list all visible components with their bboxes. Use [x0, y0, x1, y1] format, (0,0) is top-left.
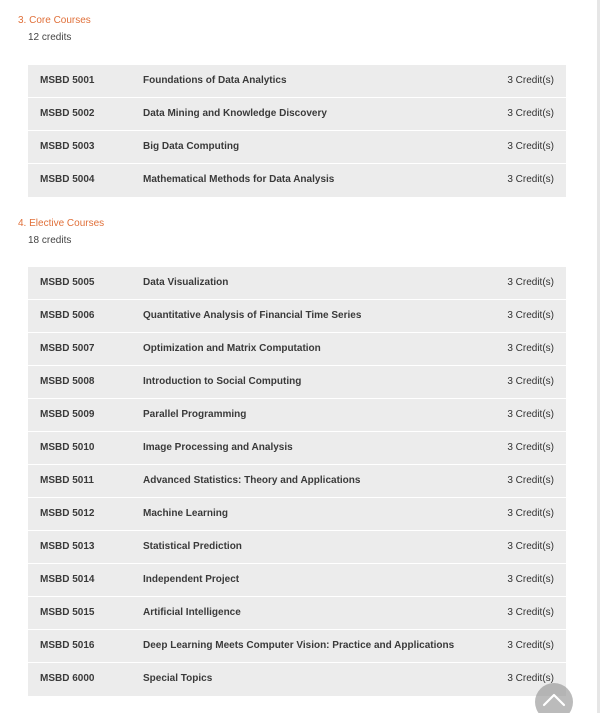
table-row — [28, 498, 566, 531]
table-row — [28, 300, 566, 333]
course-title: Machine Learning — [143, 508, 229, 519]
course-credits: 3 Credit(s) — [507, 508, 554, 519]
chevron-up-icon — [542, 691, 566, 707]
core-courses-title: 3. Core Courses — [18, 15, 91, 26]
course-title: Data Visualization — [143, 277, 229, 288]
table-row — [28, 333, 566, 366]
table-row — [28, 432, 566, 465]
table-row — [28, 267, 566, 300]
course-code: MSBD 5013 — [40, 541, 95, 552]
course-code: MSBD 5002 — [40, 108, 95, 119]
course-code: MSBD 5007 — [40, 343, 95, 354]
course-title: Artificial Intelligence — [143, 607, 241, 618]
course-credits: 3 Credit(s) — [507, 607, 554, 618]
course-credits: 3 Credit(s) — [507, 409, 554, 420]
table-row — [28, 531, 566, 564]
course-credits: 3 Credit(s) — [507, 475, 554, 486]
course-credits: 3 Credit(s) — [507, 75, 554, 86]
table-row — [28, 65, 566, 98]
table-row — [28, 597, 566, 630]
back-to-top-button[interactable] — [535, 683, 573, 713]
table-row — [28, 98, 566, 131]
course-title: Mathematical Methods for Data Analysis — [143, 174, 335, 185]
course-code: MSBD 5008 — [40, 376, 95, 387]
course-code: MSBD 5005 — [40, 277, 95, 288]
course-title: Foundations of Data Analytics — [143, 75, 287, 86]
course-code: MSBD 5014 — [40, 574, 95, 585]
course-credits: 3 Credit(s) — [507, 574, 554, 585]
course-credits: 3 Credit(s) — [507, 640, 554, 651]
course-code: MSBD 5011 — [40, 475, 94, 486]
course-title: Big Data Computing — [143, 141, 240, 152]
course-code: MSBD 6000 — [40, 673, 95, 684]
course-credits: 3 Credit(s) — [507, 442, 554, 453]
course-title: Quantitative Analysis of Financial Time Series — [143, 310, 362, 321]
course-code: MSBD 5016 — [40, 640, 95, 651]
course-code: MSBD 5001 — [40, 75, 95, 86]
table-row — [28, 630, 566, 663]
core-courses-table — [28, 65, 566, 197]
elective-courses-credits: 18 credits — [28, 235, 72, 246]
course-title: Independent Project — [143, 574, 240, 585]
course-code: MSBD 5003 — [40, 141, 95, 152]
course-credits: 3 Credit(s) — [507, 343, 554, 354]
course-code: MSBD 5009 — [40, 409, 95, 420]
course-title: Optimization and Matrix Computation — [143, 343, 321, 354]
course-title: Deep Learning Meets Computer Vision: Practice and Applications — [143, 640, 455, 651]
core-courses-credits: 12 credits — [28, 32, 72, 43]
table-row — [28, 663, 566, 696]
course-code: MSBD 5010 — [40, 442, 95, 453]
table-row — [28, 131, 566, 164]
course-code: MSBD 5012 — [40, 508, 95, 519]
course-title: Image Processing and Analysis — [143, 442, 293, 453]
course-code: MSBD 5004 — [40, 174, 95, 185]
course-credits: 3 Credit(s) — [507, 174, 554, 185]
course-code: MSBD 5006 — [40, 310, 95, 321]
table-row — [28, 164, 566, 197]
course-title: Data Mining and Knowledge Discovery — [143, 108, 327, 119]
course-title: Parallel Programming — [143, 409, 247, 420]
course-credits: 3 Credit(s) — [507, 108, 554, 119]
course-credits: 3 Credit(s) — [507, 310, 554, 321]
table-row — [28, 465, 566, 498]
course-credits: 3 Credit(s) — [507, 376, 554, 387]
course-credits: 3 Credit(s) — [507, 541, 554, 552]
table-row — [28, 399, 566, 432]
table-row — [28, 564, 566, 597]
course-title: Advanced Statistics: Theory and Applications — [143, 475, 361, 486]
course-code: MSBD 5015 — [40, 607, 95, 618]
elective-courses-table — [28, 267, 566, 696]
course-title: Special Topics — [143, 673, 213, 684]
course-credits: 3 Credit(s) — [507, 277, 554, 288]
course-credits: 3 Credit(s) — [507, 673, 554, 684]
elective-courses-title: 4. Elective Courses — [18, 218, 105, 229]
course-title: Introduction to Social Computing — [143, 376, 302, 387]
course-title: Statistical Prediction — [143, 541, 242, 552]
table-row — [28, 366, 566, 399]
course-credits: 3 Credit(s) — [507, 141, 554, 152]
